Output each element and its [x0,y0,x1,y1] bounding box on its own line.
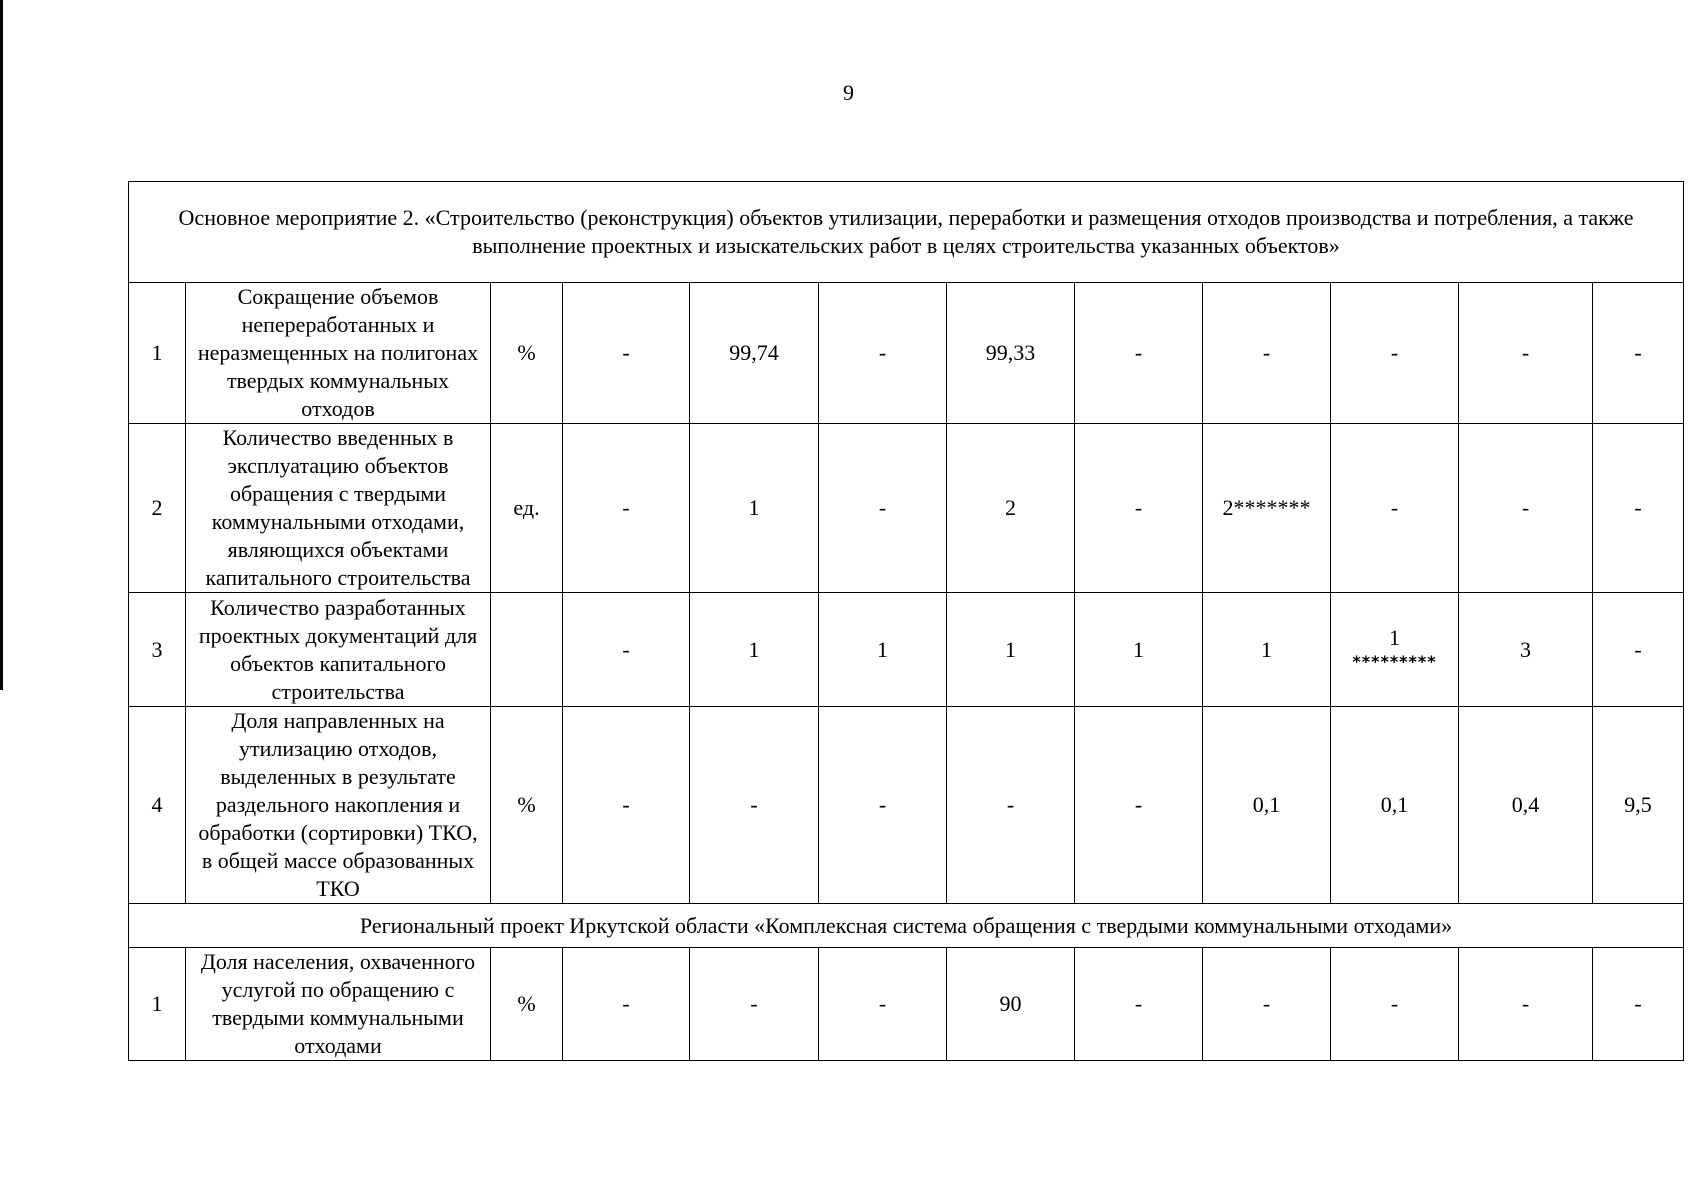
value-cell: 2******* [1203,424,1331,593]
value-cell: - [563,593,690,707]
row-unit: % [491,707,563,904]
row-unit: % [491,948,563,1061]
value-cell: - [1331,424,1459,593]
value-cell: 9,5 [1593,707,1684,904]
value-cell: - [1075,283,1203,424]
row-unit: ед. [491,424,563,593]
value-cell: - [563,424,690,593]
value-cell: - [563,707,690,904]
value-cell: - [1459,948,1593,1061]
value-cell: - [1593,283,1684,424]
row-unit [491,593,563,707]
footnote-stars: ********* [1352,651,1437,671]
value-cell: - [1075,707,1203,904]
value-cell: 1 [947,593,1075,707]
value-cell-with-footnote [1331,593,1459,707]
value-cell: - [1593,424,1684,593]
value-cell: 0,1 [1331,707,1459,904]
section-title: Региональный проект Иркутской области «Комплексная система обращения с твердыми коммунальными отходами» [129,904,1684,948]
value-cell: 1 [819,593,947,707]
value-cell: 99,74 [690,283,819,424]
table-row [129,948,1684,1061]
row-description: Сокращение объемов непереработанных и неразмещенных на полигонах твердых коммунальных отходов [186,283,491,424]
value-with-footnote [1352,626,1436,674]
value-cell: 1 [1203,593,1331,707]
value-cell: 0,4 [1459,707,1593,904]
value-cell: 3 [1459,593,1593,707]
row-description: Количество разработанных проектных документаций для объектов капитального строительства [186,593,491,707]
indicators-table [128,181,1684,1061]
value-text: 1 [1389,624,1400,650]
value-cell: - [563,948,690,1061]
value-cell: - [1593,948,1684,1061]
row-number: 1 [129,948,186,1061]
row-unit: % [491,283,563,424]
page-number: 9 [843,80,854,105]
table-row [129,424,1684,593]
value-cell: - [819,948,947,1061]
value-cell: - [1075,424,1203,593]
value-cell: 99,33 [947,283,1075,424]
section-title: Основное мероприятие 2. «Строительство (реконструкция) объектов утилизации, переработки и размещения отходов производства и потребления, а также выполнение проектных и изыскательских работ в целях строительства указанных объектов» [129,182,1684,283]
value-cell: - [690,707,819,904]
value-cell: - [1203,283,1331,424]
row-number: 1 [129,283,186,424]
value-cell: 2 [947,424,1075,593]
row-number: 3 [129,593,186,707]
table-row [129,283,1684,424]
value-cell: - [1459,424,1593,593]
value-cell: 1 [1075,593,1203,707]
value-cell: - [1331,283,1459,424]
table-row [129,593,1684,707]
value-cell: 1 [690,593,819,707]
value-cell: - [819,283,947,424]
row-description: Количество введенных в эксплуатацию объектов обращения с твердыми коммунальными отходами, являющихся объектами капитального строительства [186,424,491,593]
value-cell: 90 [947,948,1075,1061]
value-cell: - [563,283,690,424]
row-number: 4 [129,707,186,904]
row-number: 2 [129,424,186,593]
value-cell: 1 [690,424,819,593]
value-cell: - [1459,283,1593,424]
row-description: Доля направленных на утилизацию отходов, выделенных в результате раздельного накопления и обработки (сортировки) ТКО, в общей массе образованных ТКО [186,707,491,904]
value-cell: 0,1 [1203,707,1331,904]
value-cell: - [819,707,947,904]
value-cell: - [1075,948,1203,1061]
value-cell: - [1593,593,1684,707]
value-cell: - [690,948,819,1061]
row-description: Доля населения, охваченного услугой по обращению с твердыми коммунальными отходами [186,948,491,1061]
table-row [129,707,1684,904]
value-cell: - [1331,948,1459,1061]
value-cell: - [947,707,1075,904]
value-cell: - [1203,948,1331,1061]
value-cell: - [819,424,947,593]
